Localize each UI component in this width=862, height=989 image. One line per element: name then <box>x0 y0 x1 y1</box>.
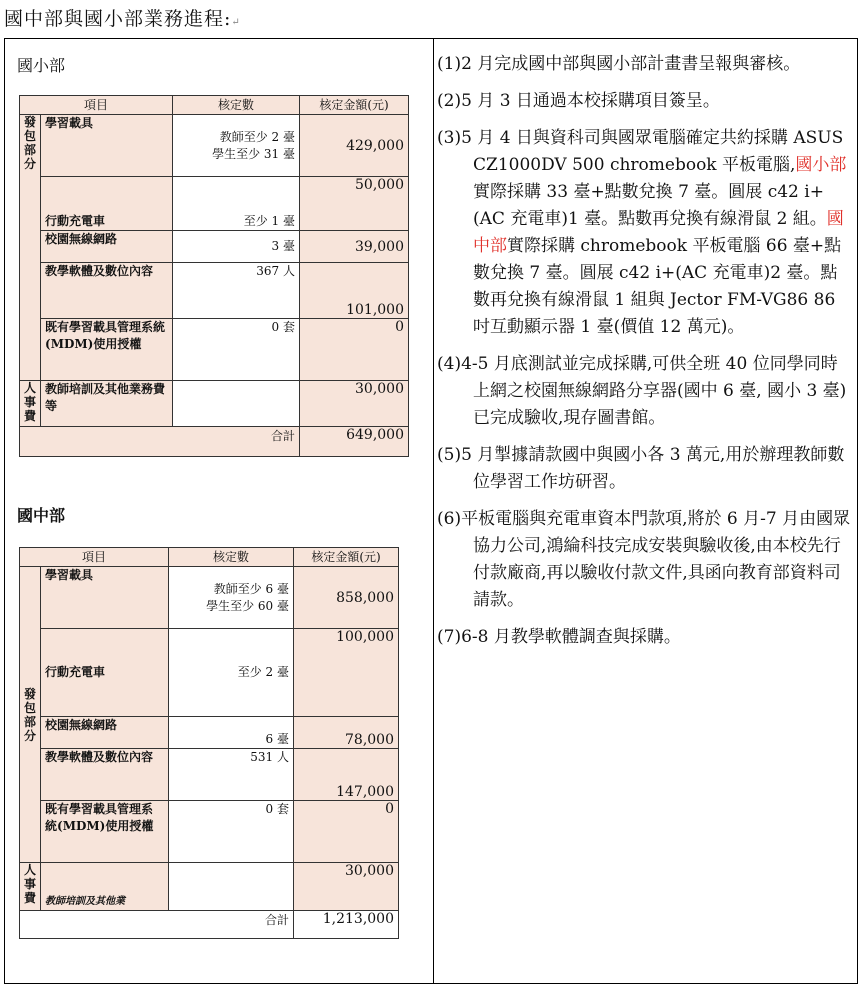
row-item: 校園無線網路 <box>41 717 169 749</box>
row-qty <box>173 381 300 427</box>
row-qty: 教師至少 2 臺 學生至少 31 臺 <box>173 115 300 177</box>
row-item: 教學軟體及數位內容 <box>41 263 173 319</box>
row-qty: 3 臺 <box>173 231 300 263</box>
junior-budget-table <box>19 547 399 939</box>
row-qty: 367 人 <box>173 263 300 319</box>
row-amount: 101,000 <box>300 263 409 319</box>
row-item: 教師培訓及其他業務費等 <box>41 381 173 427</box>
table-row <box>20 801 399 863</box>
progress-item-6: (6)平板電腦與充電車資本門款項,將於 6 月-7 月由國眾協力公司,鴻綸科技完成安裝與驗收後,由本校先行付款廠商,再以驗收付款文件,具函向教育部資料司請款。 <box>437 509 851 610</box>
elementary-heading: 國小部 <box>17 56 66 75</box>
progress-item-3: (3)5 月 4 日與資科司與國眾電腦確定共約採購 ASUS CZ1000DV 500 chromebook 平板電腦,國小部實際採購 33 臺+點數兌換 7 臺。圓展 c42 i+(AC 充電車)1 臺。點數再兌換有線滑鼠 2 組。國中部實際採購 chromebook 平板電腦 66 臺+點數兌換 7 臺。圓展 c42 i+(AC 充電車)2 臺。點數再兌換有線滑鼠 1 組與 Jector FM-VG86 86 吋互動顯示器 1 臺(價值 12 萬元)。 <box>437 128 847 337</box>
table-row <box>20 115 409 177</box>
return-mark: ↵ <box>231 17 241 28</box>
row-qty: 至少 2 臺 <box>169 629 294 717</box>
row-item: 學習載具 <box>41 115 173 177</box>
row-item: 既有學習載具管理系統(MDM)使用授權 <box>41 801 169 863</box>
header-qty: 核定數 <box>169 548 294 567</box>
table-row <box>20 263 409 319</box>
total-amount: 649,000 <box>300 427 409 457</box>
table-row <box>20 717 399 749</box>
table-row <box>20 231 409 263</box>
row-amount: 30,000 <box>294 863 399 911</box>
row-qty: 教師至少 6 臺 學生至少 60 臺 <box>169 567 294 629</box>
row-amount: 30,000 <box>300 381 409 427</box>
progress-frame <box>4 38 858 984</box>
table-row <box>20 629 399 717</box>
group-personnel: 人事費 <box>20 863 41 911</box>
group-contract: 發包部分 <box>20 115 41 381</box>
total-row <box>20 911 399 939</box>
group-contract: 發包部分 <box>20 567 41 863</box>
progress-item-7: (7)6-8 月教學軟體調查與採購。 <box>437 627 681 647</box>
header-amount: 核定金額(元) <box>294 548 399 567</box>
header-item: 項目 <box>20 548 169 567</box>
row-item: 教學軟體及數位內容 <box>41 749 169 801</box>
total-row <box>20 427 409 457</box>
table-row <box>20 567 399 629</box>
column-divider <box>433 39 434 983</box>
row-item: 行動充電車 <box>41 177 173 231</box>
table-row <box>20 863 399 911</box>
row-amount: 50,000 <box>300 177 409 231</box>
junior-heading: 國中部 <box>17 506 66 525</box>
progress-item-2: (2)5 月 3 日通過本校採購項目簽呈。 <box>437 91 720 111</box>
row-item: 既有學習載具管理系統(MDM)使用授權 <box>41 319 173 381</box>
total-label: 合計 <box>20 427 300 457</box>
row-qty: 531 人 <box>169 749 294 801</box>
row-amount: 858,000 <box>294 567 399 629</box>
row-amount: 0 <box>294 801 399 863</box>
table-row <box>20 749 399 801</box>
highlight-junior: 國中部 <box>473 209 844 256</box>
header-amount: 核定金額(元) <box>300 96 409 115</box>
progress-item-4: (4)4-5 月底測試並完成採購,可供全班 40 位同學同時上網之校園無線網路分享器(國中 6 臺, 國小 3 臺)已完成驗收,現存圖書館。 <box>437 354 847 428</box>
header-item: 項目 <box>20 96 173 115</box>
progress-item-5: (5)5 月掣據請款國中與國小各 3 萬元,用於辦理教師數位學習工作坊研習。 <box>437 445 845 492</box>
row-qty: 6 臺 <box>169 717 294 749</box>
highlight-elementary: 國小部 <box>795 155 847 175</box>
row-qty: 至少 1 臺 <box>173 177 300 231</box>
group-personnel: 人事費 <box>20 381 41 427</box>
row-amount: 429,000 <box>300 115 409 177</box>
row-qty: 0 套 <box>173 319 300 381</box>
progress-list <box>437 51 853 651</box>
row-qty: 0 套 <box>169 801 294 863</box>
table-row <box>20 177 409 231</box>
row-amount: 0 <box>300 319 409 381</box>
row-amount: 100,000 <box>294 629 399 717</box>
table-header-row <box>20 548 399 567</box>
row-qty <box>169 863 294 911</box>
row-amount: 78,000 <box>294 717 399 749</box>
table-row <box>20 381 409 427</box>
progress-item-1: (1)2 月完成國中部與國小部計畫書呈報與審核。 <box>437 54 801 74</box>
row-amount: 147,000 <box>294 749 399 801</box>
table-header-row <box>20 96 409 115</box>
table-row <box>20 319 409 381</box>
header-qty: 核定數 <box>173 96 300 115</box>
total-amount: 1,213,000 <box>294 911 399 939</box>
row-amount: 39,000 <box>300 231 409 263</box>
row-item: 教師培訓及其他業 <box>41 863 169 911</box>
row-item: 校園無線網路 <box>41 231 173 263</box>
document-title: 國中部與國小部業務進程:↵ <box>4 8 241 30</box>
row-item: 學習載具 <box>41 567 169 629</box>
row-item: 行動充電車 <box>41 629 169 717</box>
elementary-budget-table <box>19 95 409 457</box>
total-label: 合計 <box>20 911 294 939</box>
